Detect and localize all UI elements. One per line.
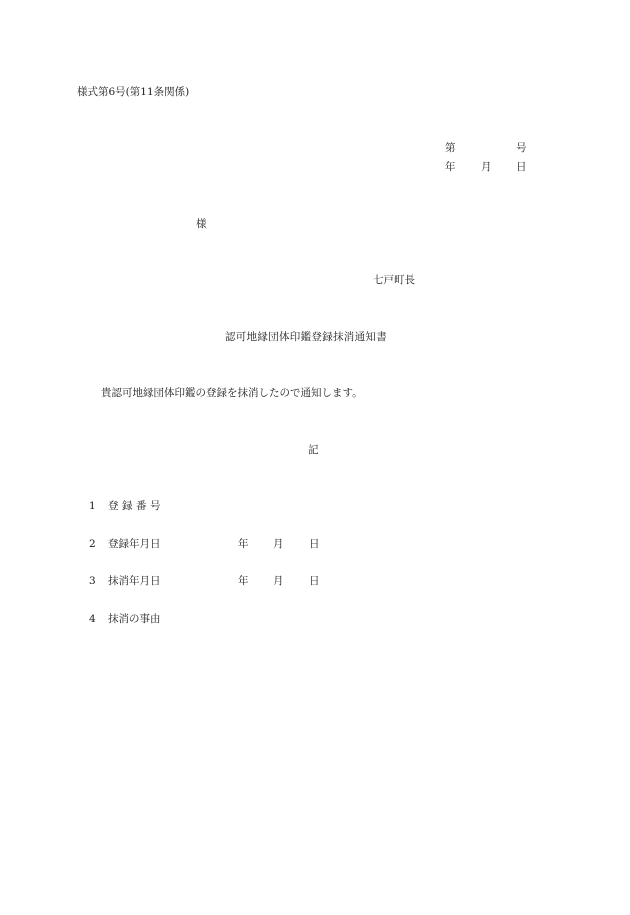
registration-date-day: 日	[309, 538, 320, 550]
item-number: 1	[89, 500, 96, 512]
cancellation-date-month: 月	[273, 575, 284, 587]
issue-date-year: 年	[445, 161, 456, 173]
issue-date-month: 月	[481, 161, 492, 173]
form-label: 様式第6号(第11条関係)	[77, 86, 190, 98]
registration-date-month: 月	[273, 538, 284, 550]
issue-date-day: 日	[516, 161, 527, 173]
body-text: 貴認可地縁団体印鑑の登録を抹消したので通知します。	[101, 387, 363, 399]
item-label-cancellation-reason: 抹消の事由	[108, 613, 161, 625]
cancellation-date-year: 年	[238, 575, 249, 587]
item-number: 4	[89, 613, 96, 625]
item-label-registration-date: 登録年月日	[108, 538, 161, 550]
item-number: 3	[89, 575, 96, 587]
ki-heading: 記	[308, 444, 319, 456]
issue-number-prefix: 第	[445, 142, 456, 154]
addressee-honorific: 様	[196, 218, 207, 230]
item-number: 2	[89, 538, 96, 550]
cancellation-date-day: 日	[309, 575, 320, 587]
issue-number-suffix: 号	[516, 142, 527, 154]
item-label-cancellation-date: 抹消年月日	[108, 575, 161, 587]
registration-date-year: 年	[238, 538, 249, 550]
issuer-name: 七戸町長	[373, 274, 415, 286]
item-label-registration-number: 登録番号	[108, 500, 164, 512]
document-title: 認可地縁団体印鑑登録抹消通知書	[225, 331, 387, 343]
